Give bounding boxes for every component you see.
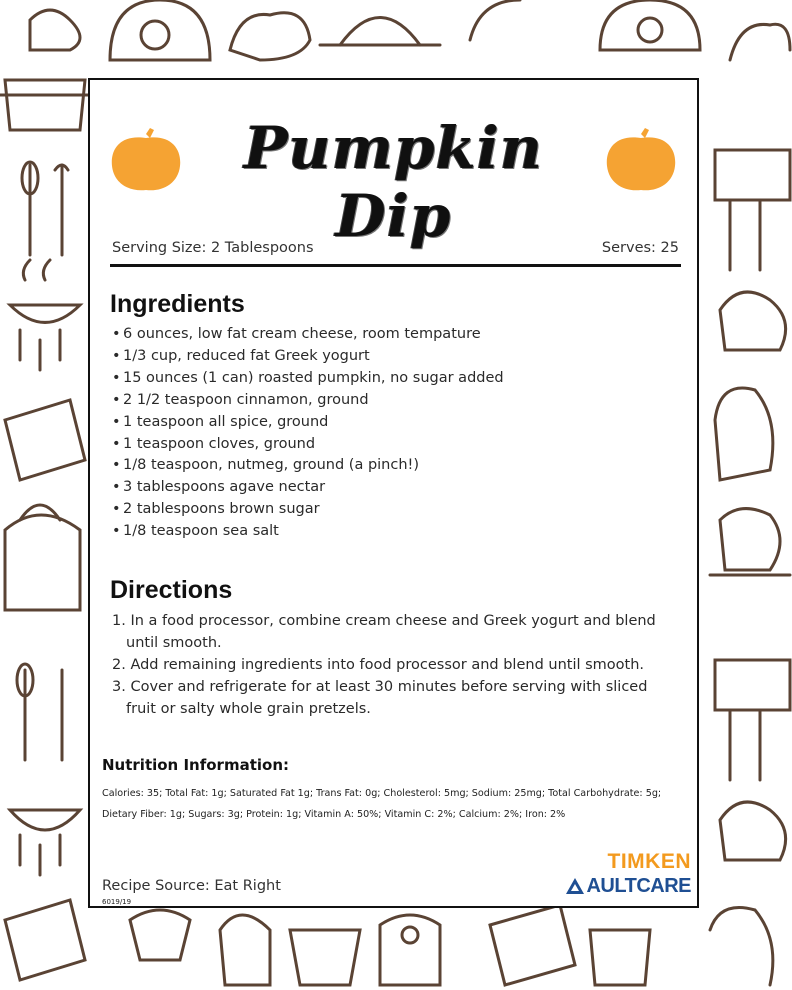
ingredient-item: • 15 ounces (1 can) roasted pumpkin, no sugar added bbox=[112, 368, 504, 390]
nutrition-facts: Calories: 35; Total Fat: 1g; Saturated Fat 1g; Trans Fat: 0g; Cholesterol: 5mg; Sodium: 25mg; Total Carbohydrate: 5g; Dietary Fiber: 1g; Sugars: 3g; Protein: 1g; Vitamin A: 50%; Vitamin C: 2%; Calcium: 2%; Iron: 2% bbox=[102, 788, 662, 820]
ingredient-item: • 1/8 teaspoon sea salt bbox=[112, 521, 504, 543]
recipe-card bbox=[88, 78, 699, 908]
ingredient-item: • 1 teaspoon cloves, ground bbox=[112, 434, 504, 456]
logo-aultcare-row bbox=[566, 874, 691, 898]
ingredient-item: • 1 teaspoon all spice, ground bbox=[112, 412, 504, 434]
document-code: 6019/19 bbox=[102, 898, 132, 906]
ingredient-item: • 6 ounces, low fat cream cheese, room tempature bbox=[112, 324, 504, 346]
pumpkin-icon bbox=[605, 126, 677, 192]
direction-step: 3. Cover and refrigerate for at least 30 minutes before serving with sliced fruit or salty whole grain pretzels. bbox=[112, 679, 648, 717]
aultcare-triangle-icon bbox=[566, 877, 584, 895]
pumpkin-icon bbox=[110, 126, 182, 192]
ingredients-heading: Ingredients bbox=[110, 290, 245, 318]
direction-step: 1. In a food processor, combine cream cheese and Greek yogurt and blend until smooth. bbox=[112, 613, 656, 651]
ingredient-item: • 3 tablespoons agave nectar bbox=[112, 477, 504, 499]
nutrition-heading: Nutrition Information: bbox=[102, 756, 289, 774]
directions-list bbox=[112, 610, 679, 720]
serves-count: Serves: 25 bbox=[601, 240, 679, 256]
direction-step: 2. Add remaining ingredients into food processor and blend until smooth. bbox=[112, 657, 645, 673]
logo-aultcare-text: AULTCARE bbox=[586, 875, 691, 897]
ingredient-item: • 2 1/2 teaspoon cinnamon, ground bbox=[112, 390, 504, 412]
serving-info-row bbox=[112, 240, 679, 256]
ingredient-item: • 1/3 cup, reduced fat Greek yogurt bbox=[112, 346, 504, 368]
divider-rule bbox=[110, 264, 681, 267]
logo-timken-text: TIMKEN bbox=[607, 850, 691, 873]
serving-size: Serving Size: 2 Tablespoons bbox=[112, 240, 314, 256]
ingredient-item: • 2 tablespoons brown sugar bbox=[112, 499, 504, 521]
ingredients-list bbox=[112, 324, 504, 543]
recipe-title: Pumpkin Dip bbox=[243, 114, 544, 250]
recipe-source: Recipe Source: Eat Right bbox=[102, 878, 281, 894]
directions-heading: Directions bbox=[110, 576, 233, 604]
timken-aultcare-logo bbox=[566, 850, 691, 898]
ingredient-item: • 1/8 teaspoon, nutmeg, ground (a pinch!) bbox=[112, 455, 504, 477]
